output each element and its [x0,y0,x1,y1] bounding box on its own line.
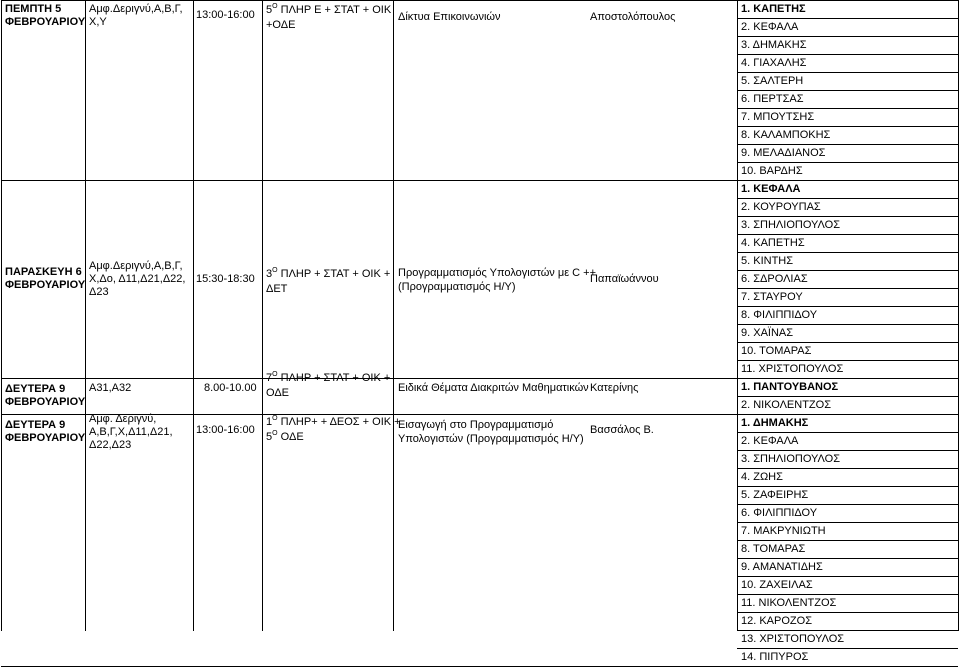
semester-superscript: Ο [272,267,278,274]
grid-line-h [737,486,958,487]
supervisor-entry: 7. ΣΤΑΥΡΟΥ [741,291,803,303]
grid-line-h [737,216,958,217]
day-label: ΦΕΒΡΟΥΑΡΙΟΥ [5,432,86,444]
exam-halls: Αμφ.Δεριγνύ,Α,Β,Γ, [89,259,183,272]
supervisor-entry: 4. ΚΑΠΕΤΗΣ [741,237,805,249]
grid-line-v [393,0,394,631]
supervisor-entry: 2. ΚΟΥΡΟΥΠΑΣ [741,201,821,213]
supervisor-entry: 4. ΓΙΑΧΑΛΗΣ [741,57,807,69]
course-title: Υπολογιστών (Προγραμματισμός Η/Υ) [398,433,584,445]
supervisor-entry: 10. ΤΟΜΑΡΑΣ [741,345,812,357]
grid-line-v [262,0,263,631]
supervisor-entry: 9. ΑΜΑΝΑΤΙΔΗΣ [741,561,823,573]
supervisor-entry: 11. ΝΙΚΟΛΕΝΤΖΟΣ [741,597,837,609]
supervisor-entry: 3. ΣΠΗΛΙΟΠΟΥΛΟΣ [741,219,841,231]
grid-line-h [737,108,958,109]
grid-line-h [1,180,958,181]
grid-line-h [737,432,958,433]
instructor-name: Αποστολόπουλος [590,11,676,23]
semester-line2 [266,283,287,296]
semester-programs: ΠΛΗΡ+ + ΔΕΟΣ + ΟΙΚ + [280,416,401,428]
grid-line-h [737,540,958,541]
supervisor-entry: 4. ΖΩΗΣ [741,471,783,483]
exam-time: 8.00-10.00 [204,382,257,394]
grid-line-h [737,306,958,307]
semester-line1 [266,4,391,18]
grid-line-h [1,0,958,1]
supervisor-entry: 1. ΔΗΜΑΚΗΣ [741,417,809,429]
supervisor-entry: 9. ΜΕΛΑΔΙΑΝΟΣ [741,147,826,159]
grid-line-v [193,0,194,631]
exam-time: 13:00-16:00 [196,424,255,436]
grid-line-h [737,18,958,19]
supervisor-entry: 10. ΖΑΧΕΙΛΑΣ [741,579,813,591]
supervisor-entry: 2. ΝΙΚΟΛΕΝΤΖΟΣ [741,399,832,411]
grid-line-v [1,0,2,631]
supervisor-entry: 6. ΠΕΡΤΣΑΣ [741,93,804,105]
semester-superscript: Ο [272,430,278,437]
semester-line1 [266,372,390,386]
day-label: ΦΕΒΡΟΥΑΡΙΟΥ [5,396,86,408]
grid-line-h [737,396,958,397]
grid-line-v [737,0,738,631]
supervisor-entry: 7. ΜΠΟΥΤΣΗΣ [741,111,815,123]
semester-superscript: Ο [272,415,278,422]
grid-line-h [737,144,958,145]
exam-halls: Α,Β,Γ,Χ,Δ11,Δ21, [89,426,173,438]
grid-line-h [737,90,958,91]
day-label: ΦΕΒΡΟΥΑΡΙΟΥ [5,279,86,291]
day-label: ΔΕΥΤΕΡΑ 9 [5,419,66,431]
exam-halls: Αμφ. Δεριγνύ, [89,413,157,425]
grid-line-h [737,162,958,163]
supervisor-entry: 9. ΧΑΪΝΑΣ [741,327,794,339]
grid-line-v [85,0,86,631]
exam-halls: Δ22,Δ23 [89,439,132,451]
grid-line-h [737,324,958,325]
grid-line-h [737,342,958,343]
semester-programs: ΟΔΕ [280,431,304,443]
semester-programs: ΔΕΤ [266,283,288,295]
semester-number: 5 [266,431,273,443]
semester-superscript: Ο [272,3,278,10]
supervisor-entry: 1. ΚΑΠΕΤΗΣ [741,3,806,15]
day-label: ΠΕΜΠΤΗ 5 [5,3,62,15]
grid-line-h [737,504,958,505]
semester-line2 [266,387,289,400]
course-title: Ειδικά Θέματα Διακριτών Μαθηματικών [398,382,589,394]
instructor-name: Βασσάλος Β. [590,424,654,436]
course-title: (Προγραμματισμός Η/Υ) [398,281,516,293]
grid-line-h [737,450,958,451]
supervisor-entry: 5. ΖΑΦΕΙΡΗΣ [741,489,809,501]
supervisor-entry: 11. ΧΡΙΣΤΟΠΟΥΛΟΣ [741,363,844,375]
course-title: Προγραμματισμός Υπολογιστών με C ++ [398,267,597,279]
supervisor-entry: 6. ΣΔΡΟΛΙΑΣ [741,273,808,285]
grid-line-h [737,594,958,595]
supervisor-entry: 1. ΠΑΝΤΟΥΒΑΝΟΣ [741,381,839,393]
semester-number: 5 [266,4,273,16]
grid-line-h [737,468,958,469]
day-label: ΠΑΡΑΣΚΕΥΗ 6 [5,266,82,278]
supervisor-entry: 2. ΚΕΦΑΛΑ [741,21,799,33]
grid-line-h [737,270,958,271]
day-label: ΔΕΥΤΕΡΑ 9 [5,383,66,395]
course-title: Δίκτυα Επικοινωνιών [398,11,501,23]
supervisor-entry: 8. ΚΑΛΑΜΠΟΚΗΣ [741,129,831,141]
day-label: ΦΕΒΡΟΥΑΡΙΟΥ [5,16,86,28]
grid-line-h [737,360,958,361]
supervisor-entry: 2. ΚΕΦΑΛΑ [741,435,799,447]
semester-programs: ΠΛΗΡ + ΣΤΑΤ + ΟΙΚ + [280,372,391,384]
instructor-name: Κατερίνης [590,382,639,394]
supervisor-entry: 7. ΜΑΚΡΥΝΙΩΤΗ [741,525,826,537]
supervisor-entry: 3. ΣΠΗΛΙΟΠΟΥΛΟΣ [741,453,841,465]
supervisor-entry: 5. ΚΙΝΤΗΣ [741,255,794,267]
supervisor-entry: 10. ΒΑΡΔΗΣ [741,165,803,177]
exam-halls: Δ23 [89,285,109,298]
semester-line2 [266,431,304,445]
semester-line2 [266,19,295,32]
semester-number: 7 [266,372,273,384]
semester-line1 [266,268,390,282]
exam-halls: Χ,Υ [89,16,107,28]
supervisor-entry: 3. ΔΗΜΑΚΗΣ [741,39,807,51]
supervisor-entry: 8. ΤΟΜΑΡΑΣ [741,543,806,555]
grid-line-h [737,522,958,523]
supervisor-entry: 1. ΚΕΦΑΛΑ [741,183,801,195]
grid-line-v [958,0,959,631]
semester-programs: ΠΛΗΡ Ε + ΣΤΑΤ + ΟΙΚ [280,4,392,16]
exam-halls: Χ,Δο, Δ11,Δ21,Δ22, [89,272,186,285]
semester-superscript: Ο [272,371,278,378]
grid-line-h [737,72,958,73]
semester-number: 3 [266,268,273,280]
grid-line-h [737,126,958,127]
semester-line1 [266,416,401,430]
semester-programs: ΟΔΕ [266,387,290,399]
grid-line-h [737,36,958,37]
exam-time: 13:00-16:00 [196,9,255,21]
grid-line-h [737,252,958,253]
grid-line-h [737,648,958,649]
supervisor-entry: 8. ΦΙΛΙΠΠΙΔΟΥ [741,309,818,321]
exam-halls: Αμφ.Δεριγνύ,Α,Β,Γ, [89,3,183,15]
instructor-name: Παπαϊωάννου [590,273,659,285]
course-title: Εισαγωγή στο Προγραμματισμό [398,419,554,431]
grid-line-h [737,54,958,55]
supervisor-entry: 5. ΣΑΛΤΕΡΗ [741,75,804,87]
grid-line-h [1,378,958,379]
supervisor-entry: 14. ΠΙΠΥΡΟΣ [741,651,809,663]
grid-line-h [737,576,958,577]
semester-programs: +ΟΔΕ [266,19,296,31]
supervisor-entry: 6. ΦΙΛΙΠΠΙΔΟΥ [741,507,818,519]
grid-line-h [737,198,958,199]
grid-line-h [737,612,958,613]
semester-programs: ΠΛΗΡ + ΣΤΑΤ + ΟΙΚ + [280,268,391,280]
exam-halls: Α31,Α32 [89,382,132,394]
semester-number: 1 [266,416,273,428]
supervisor-entry: 13. ΧΡΙΣΤΟΠΟΥΛΟΣ [741,633,845,645]
grid-line-h [737,234,958,235]
grid-line-h [737,288,958,289]
supervisor-entry: 12. ΚΑΡΟΖΟΣ [741,615,812,627]
grid-line-h [737,558,958,559]
exam-time: 15:30-18:30 [196,273,255,285]
